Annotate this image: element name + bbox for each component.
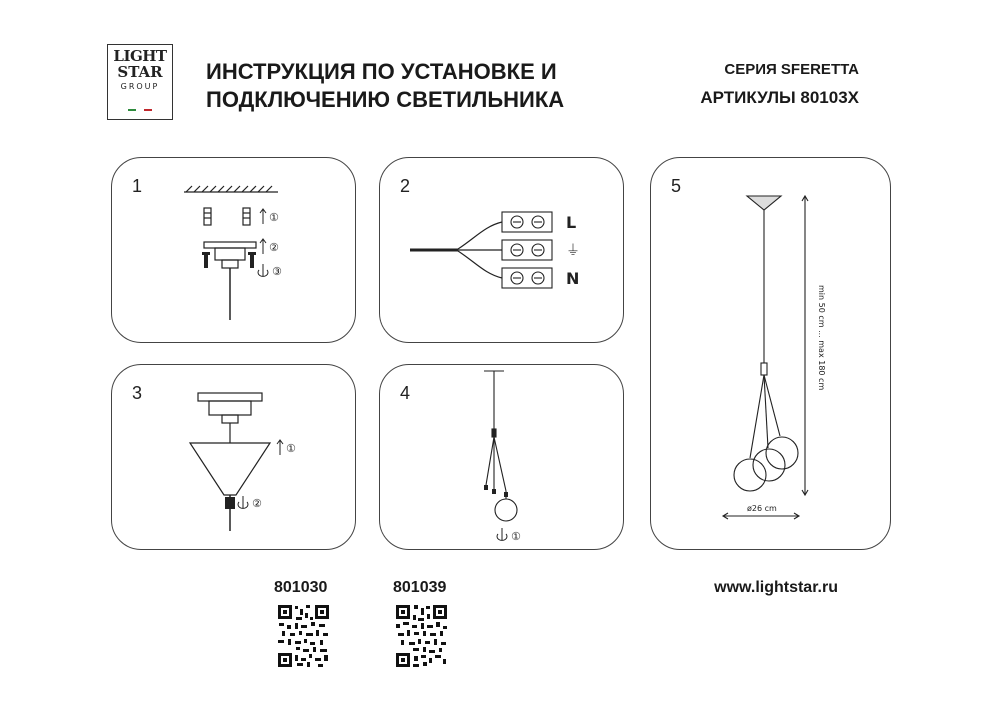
page-title (206, 58, 564, 114)
glass-sphere-icon (766, 437, 798, 469)
logo-line3: GROUP (120, 82, 160, 91)
canopy-cone-icon (190, 443, 270, 495)
step-mark-2: ② (252, 497, 262, 510)
step-5-panel (650, 157, 891, 550)
step-3-diagram (112, 365, 357, 551)
power-cable (410, 222, 502, 278)
width-dimension-label: ø26 cm (747, 504, 777, 513)
title-line2: ПОДКЛЮЧЕНИЮ СВЕТИЛЬНИКА (206, 87, 565, 112)
mounting-plate-icon (198, 393, 262, 423)
step-4-diagram (380, 365, 625, 551)
step-mark-2: ② (269, 241, 279, 254)
ceiling-hatch-icon (186, 186, 272, 192)
logo-line2: STAR (117, 63, 163, 81)
series-name: СЕРИЯ SFERETTA (724, 61, 859, 78)
cable-clamp-icon (225, 497, 235, 509)
wall-plug-icon (204, 208, 250, 225)
height-dimension-label: min 50 cm ... max 180 cm (817, 285, 826, 391)
step-1-panel (111, 157, 356, 343)
rotate-icon (258, 264, 268, 276)
step-number: 3 (132, 383, 143, 403)
glass-sphere-icon (495, 499, 517, 521)
qr-code-icon (394, 603, 449, 669)
step-2-panel (379, 157, 624, 343)
rotate-icon (497, 528, 507, 540)
step-5-diagram (651, 158, 892, 551)
step-number: 5 (671, 176, 682, 196)
rotate-icon (238, 496, 248, 508)
up-arrow-icon (277, 440, 283, 455)
step-1-diagram (112, 158, 357, 344)
terminal-label-L: L (566, 213, 577, 232)
website-link[interactable]: www.lightstar.ru (714, 579, 838, 596)
step-mark-3: ③ (272, 265, 282, 278)
ground-icon: ⏚ (566, 243, 580, 259)
series-info (700, 60, 859, 112)
step-4-panel (379, 364, 624, 550)
canopy-icon (747, 196, 781, 210)
up-arrow-icon (260, 209, 266, 254)
brand-logo (107, 44, 173, 120)
sku-801030: 801030 (274, 579, 328, 596)
logo-line1: LIGHT (113, 47, 167, 65)
italian-flag-icon (128, 109, 152, 111)
step-2-diagram (380, 158, 625, 344)
step-number: 1 (132, 176, 143, 196)
step-3-panel (111, 364, 356, 550)
step-mark-1: ① (286, 442, 296, 455)
qr-code-icon (276, 603, 331, 669)
step-number: 4 (400, 383, 411, 403)
glass-sphere-icon (753, 449, 785, 481)
socket-icon (484, 485, 508, 497)
terminal-label-N: N (566, 269, 580, 288)
sku-801039: 801039 (393, 579, 447, 596)
article-numbers: АРТИКУЛЫ 80103X (700, 88, 859, 107)
step-mark-1: ① (511, 530, 521, 543)
title-line1: ИНСТРУКЦИЯ ПО УСТАНОВКЕ И (206, 59, 557, 84)
step-mark-1: ① (269, 211, 279, 224)
step-number: 2 (400, 176, 411, 196)
terminal-block-icon (502, 212, 552, 288)
glass-sphere-icon (734, 459, 766, 491)
